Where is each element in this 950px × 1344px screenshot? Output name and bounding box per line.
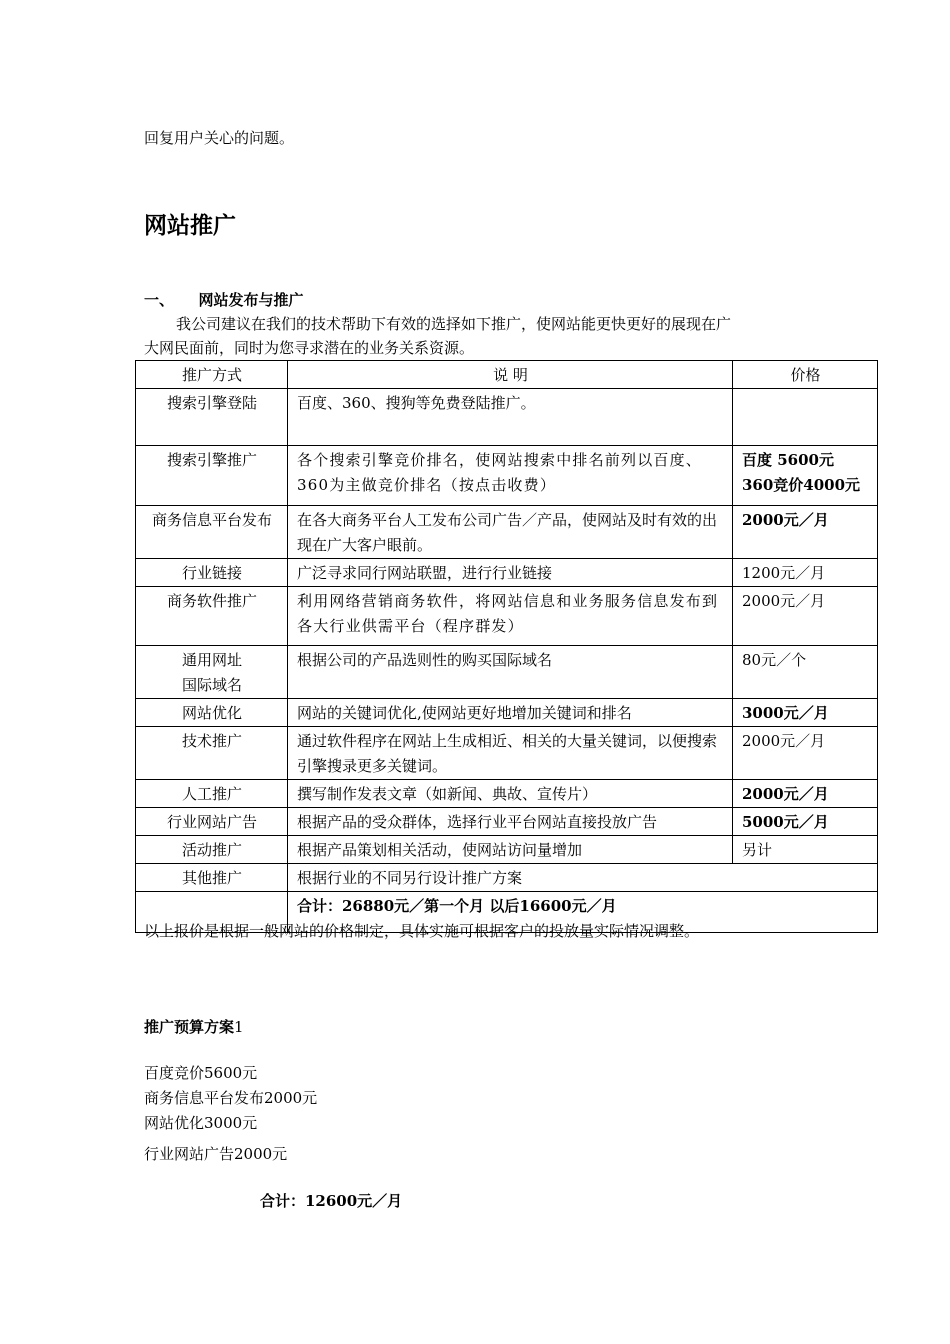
table-row <box>136 699 878 727</box>
table-row <box>136 446 878 506</box>
table-row <box>136 587 878 646</box>
intro-text: 回复用户关心的问题。 <box>144 129 295 147</box>
section-title: 网站推广 <box>144 213 236 239</box>
table-row <box>136 646 878 699</box>
row-method: 网站优化 <box>136 699 288 727</box>
row-description: 撰写制作发表文章（如新闻、典故、宣传片） <box>288 780 733 808</box>
row-method: 行业链接 <box>136 559 288 587</box>
price-line-baidu: 百度 5600元 <box>742 451 834 469</box>
row-price: 2000元／月 <box>733 506 878 559</box>
header-price: 价格 <box>733 361 878 389</box>
row-description: 广泛寻求同行网站联盟，进行行业链接 <box>288 559 733 587</box>
row-description: 根据行业的不同另行设计推广方案 <box>288 864 878 892</box>
row-method: 技术推广 <box>136 727 288 780</box>
table-total: 合计：26880元／第一个月 以后16600元／月 <box>288 892 878 933</box>
row-description: 根据产品的受众群体，选择行业平台网站直接投放广告 <box>288 808 733 836</box>
row-method: 搜索引擎登陆 <box>136 389 288 446</box>
row-description: 通过软件程序在网站上生成相近、相关的大量关键词，以便搜索引擎搜录更多关键词。 <box>288 727 733 780</box>
budget-title <box>144 1016 244 1037</box>
row-method: 商务信息平台发布 <box>136 506 288 559</box>
row-description: 根据公司的产品选则性的购买国际域名 <box>288 646 733 699</box>
row-price <box>733 389 878 446</box>
row-price: 80元／个 <box>733 646 878 699</box>
row-method: 行业网站广告 <box>136 808 288 836</box>
price-note: 以上报价是根据一般网站的价格制定，具体实施可根据客户的投放量实际情况调整。 <box>144 922 700 940</box>
row-price: 3000元／月 <box>733 699 878 727</box>
paragraph-line-1: 我公司建议在我们的技术帮助下有效的选择如下推广，使网站能更快更好的展现在广 <box>176 315 732 333</box>
header-description: 说 明 <box>288 361 733 389</box>
row-method: 商务软件推广 <box>136 587 288 646</box>
paragraph-line-2: 大网民面前，同时为您寻求潜在的业务关系资源。 <box>144 339 475 357</box>
method-line-1: 通用网址 <box>181 651 242 669</box>
budget-total: 合计：12600元／月 <box>260 1192 403 1210</box>
row-description: 根据产品策划相关活动，使网站访问量增加 <box>288 836 733 864</box>
budget-item: 百度竞价5600元 <box>144 1064 258 1082</box>
row-description: 各个搜索引擎竞价排名，使网站搜索中排名前列以百度、360为主做竞价排名（按点击收费） <box>288 446 733 506</box>
budget-title-number: 1 <box>234 1018 244 1036</box>
table-row <box>136 836 878 864</box>
budget-item: 行业网站广告2000元 <box>144 1145 288 1163</box>
row-method: 搜索引擎推广 <box>136 446 288 506</box>
table-header-row <box>136 361 878 389</box>
row-price: 1200元／月 <box>733 559 878 587</box>
row-price: 2000元／月 <box>733 780 878 808</box>
row-method: 其他推广 <box>136 864 288 892</box>
table-row <box>136 864 878 892</box>
budget-item: 商务信息平台发布2000元 <box>144 1089 318 1107</box>
table-row <box>136 727 878 780</box>
row-description: 利用网络营销商务软件，将网站信息和业务服务信息发布到各大行业供需平台（程序群发） <box>288 587 733 646</box>
header-method: 推广方式 <box>136 361 288 389</box>
subsection-heading <box>144 289 304 310</box>
subsection-number: 一、 <box>144 291 175 309</box>
row-price: 另计 <box>733 836 878 864</box>
table-row <box>136 780 878 808</box>
table-row <box>136 389 878 446</box>
table-row <box>136 559 878 587</box>
price-line-360: 360竞价4000元 <box>742 476 861 494</box>
budget-item: 网站优化3000元 <box>144 1114 258 1132</box>
budget-title-text: 推广预算方案 <box>144 1018 235 1036</box>
row-method: 活动推广 <box>136 836 288 864</box>
table-row <box>136 506 878 559</box>
row-method: 人工推广 <box>136 780 288 808</box>
row-method <box>136 646 288 699</box>
row-description: 百度、360、搜狗等免费登陆推广。 <box>288 389 733 446</box>
row-price: 2000元／月 <box>733 727 878 780</box>
table-row <box>136 808 878 836</box>
promotion-table <box>135 360 878 933</box>
row-description: 网站的关键词优化,使网站更好地增加关键词和排名 <box>288 699 733 727</box>
row-price: 5000元／月 <box>733 808 878 836</box>
row-price <box>733 446 878 506</box>
row-price: 2000元／月 <box>733 587 878 646</box>
subsection-title: 网站发布与推广 <box>198 291 304 309</box>
method-line-2: 国际域名 <box>181 676 242 694</box>
row-description: 在各大商务平台人工发布公司广告／产品，使网站及时有效的出现在广大客户眼前。 <box>288 506 733 559</box>
